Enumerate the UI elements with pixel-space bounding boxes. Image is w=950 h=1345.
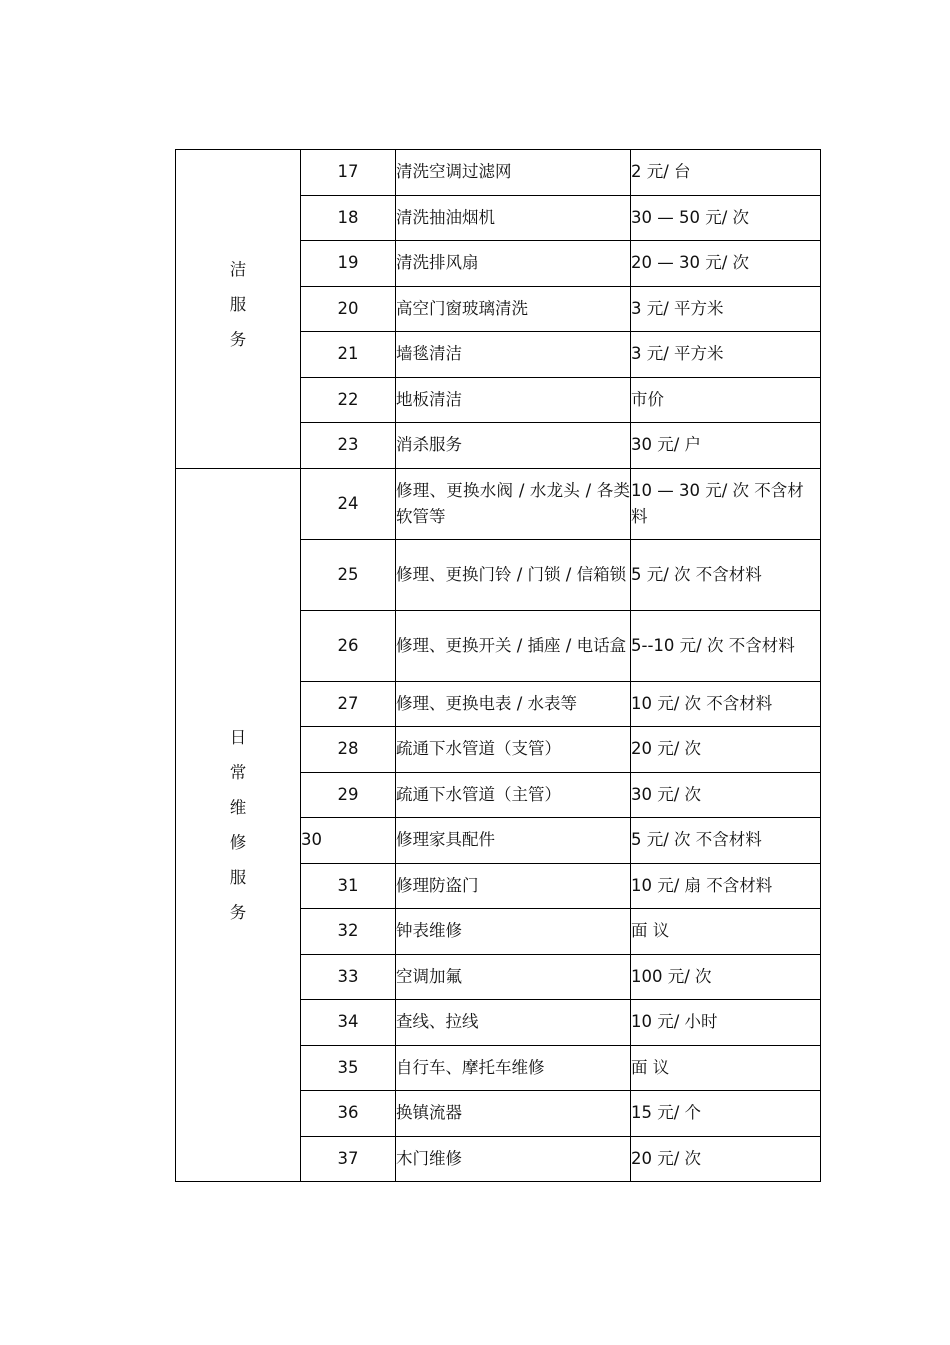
category-char: 常	[229, 762, 247, 782]
category-char: 洁	[229, 260, 247, 280]
service-item: 地板清洁	[396, 377, 631, 423]
row-number: 24	[301, 468, 396, 539]
row-number: 23	[301, 423, 396, 469]
service-price: 面 议	[631, 909, 821, 955]
service-price: 10 — 30 元/ 次 不含材料	[631, 468, 821, 539]
service-item: 查线、拉线	[396, 1000, 631, 1046]
service-price: 30 元/ 次	[631, 772, 821, 818]
service-item: 修理、更换电表 / 水表等	[396, 681, 631, 727]
row-number: 20	[301, 286, 396, 332]
service-price: 10 元/ 次 不含材料	[631, 681, 821, 727]
category-char: 修	[229, 832, 247, 852]
service-price: 2 元/ 台	[631, 150, 821, 196]
row-number: 28	[301, 727, 396, 773]
service-item: 墙毯清洁	[396, 332, 631, 378]
category-char: 务	[229, 330, 247, 350]
row-number: 22	[301, 377, 396, 423]
service-item: 清洗排风扇	[396, 241, 631, 287]
category-char: 服	[229, 867, 247, 887]
service-item: 修理防盗门	[396, 863, 631, 909]
service-item: 疏通下水管道（主管）	[396, 772, 631, 818]
row-number: 33	[301, 954, 396, 1000]
service-price: 3 元/ 平方米	[631, 332, 821, 378]
category-char: 务	[229, 902, 247, 922]
service-item: 自行车、摩托车维修	[396, 1045, 631, 1091]
row-number: 17	[301, 150, 396, 196]
service-item: 高空门窗玻璃清洗	[396, 286, 631, 332]
row-number: 37	[301, 1136, 396, 1182]
service-item: 木门维修	[396, 1136, 631, 1182]
service-price: 面 议	[631, 1045, 821, 1091]
row-number: 26	[301, 610, 396, 681]
category-char: 日	[229, 727, 247, 747]
service-item: 修理、更换开关 / 插座 / 电话盒	[396, 610, 631, 681]
row-number: 32	[301, 909, 396, 955]
service-price: 市价	[631, 377, 821, 423]
service-item: 换镇流器	[396, 1091, 631, 1137]
row-number: 35	[301, 1045, 396, 1091]
service-price: 30 元/ 户	[631, 423, 821, 469]
table-row	[176, 468, 821, 539]
price-table	[175, 149, 821, 1182]
service-price: 15 元/ 个	[631, 1091, 821, 1137]
category-cleaning	[176, 150, 301, 469]
row-number: 19	[301, 241, 396, 287]
category-repair	[176, 468, 301, 1182]
category-char: 服	[229, 295, 247, 315]
service-item: 修理、更换水阀 / 水龙头 / 各类软管等	[396, 468, 631, 539]
row-number: 18	[301, 195, 396, 241]
service-price: 5--10 元/ 次 不含材料	[631, 610, 821, 681]
service-price: 20 元/ 次	[631, 1136, 821, 1182]
service-price: 5 元/ 次 不含材料	[631, 539, 821, 610]
row-number: 29	[301, 772, 396, 818]
service-price: 10 元/ 小时	[631, 1000, 821, 1046]
service-price: 5 元/ 次 不含材料	[631, 818, 821, 864]
service-item: 消杀服务	[396, 423, 631, 469]
row-number: 25	[301, 539, 396, 610]
service-item: 清洗空调过滤网	[396, 150, 631, 196]
service-price: 3 元/ 平方米	[631, 286, 821, 332]
category-char: 维	[229, 797, 247, 817]
row-number: 27	[301, 681, 396, 727]
service-item: 修理家具配件	[396, 818, 631, 864]
service-price: 10 元/ 扇 不含材料	[631, 863, 821, 909]
table-row	[176, 150, 821, 196]
row-number: 30	[301, 818, 396, 864]
service-item: 清洗抽油烟机	[396, 195, 631, 241]
service-item: 修理、更换门铃 / 门锁 / 信箱锁	[396, 539, 631, 610]
service-price: 30 — 50 元/ 次	[631, 195, 821, 241]
service-item: 空调加氟	[396, 954, 631, 1000]
service-item: 疏通下水管道（支管）	[396, 727, 631, 773]
row-number: 21	[301, 332, 396, 378]
service-price: 100 元/ 次	[631, 954, 821, 1000]
row-number: 36	[301, 1091, 396, 1137]
service-item: 钟表维修	[396, 909, 631, 955]
row-number: 34	[301, 1000, 396, 1046]
service-price: 20 元/ 次	[631, 727, 821, 773]
service-price: 20 — 30 元/ 次	[631, 241, 821, 287]
row-number: 31	[301, 863, 396, 909]
